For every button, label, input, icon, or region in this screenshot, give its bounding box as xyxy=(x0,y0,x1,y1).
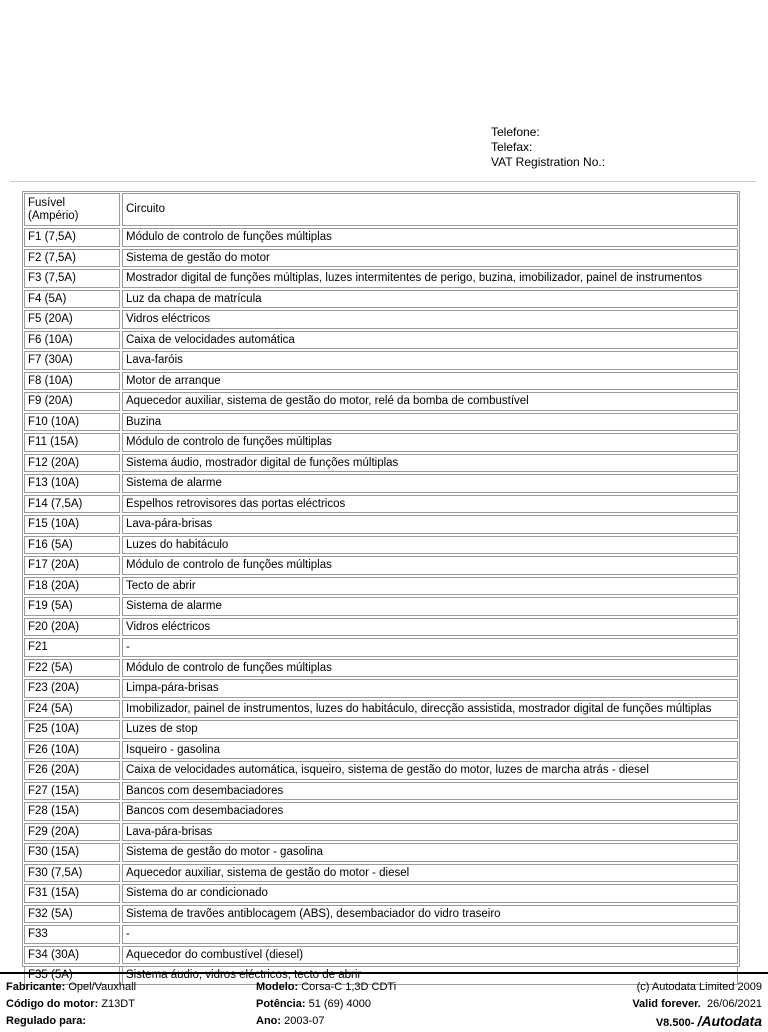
circuit-cell: Buzina xyxy=(122,413,738,432)
table-row xyxy=(24,433,738,452)
version-text: V8.500- xyxy=(655,1017,695,1029)
table-row xyxy=(24,351,738,370)
fuse-cell: F9 (20A) xyxy=(24,392,120,411)
fuse-cell: F5 (20A) xyxy=(24,310,120,329)
fuse-cell: F23 (20A) xyxy=(24,679,120,698)
fuse-cell: F8 (10A) xyxy=(24,372,120,391)
table-row xyxy=(24,290,738,309)
header-circuit: Circuito xyxy=(122,193,738,226)
circuit-cell: Aquecedor do combustível (diesel) xyxy=(122,946,738,965)
circuit-cell: Vidros eléctricos xyxy=(122,310,738,329)
fuse-cell: F33 xyxy=(24,925,120,944)
fuse-cell: F7 (30A) xyxy=(24,351,120,370)
table-row xyxy=(24,515,738,534)
fuse-cell: F25 (10A) xyxy=(24,720,120,739)
footer-model-info xyxy=(256,979,396,1030)
table-row xyxy=(24,843,738,862)
table-row xyxy=(24,474,738,493)
circuit-cell: Sistema do ar condicionado xyxy=(122,884,738,903)
circuit-cell: Lava-pára-brisas xyxy=(122,823,738,842)
fuse-cell: F11 (15A) xyxy=(24,433,120,452)
circuit-cell: - xyxy=(122,925,738,944)
fuse-cell: F29 (20A) xyxy=(24,823,120,842)
fuse-cell: F27 (15A) xyxy=(24,782,120,801)
regulated-label: Regulado para: xyxy=(6,1015,87,1027)
table-row xyxy=(24,864,738,883)
header-fuse: Fusível (Ampério) xyxy=(24,193,120,226)
fuse-cell: F30 (15A) xyxy=(24,843,120,862)
fuse-cell: F22 (5A) xyxy=(24,659,120,678)
table-row xyxy=(24,741,738,760)
footer xyxy=(0,972,768,1029)
table-row xyxy=(24,782,738,801)
table-row xyxy=(24,495,738,514)
fuse-cell: F1 (7,5A) xyxy=(24,228,120,247)
vat-label: VAT Registration No.: xyxy=(491,155,606,169)
year-value: 2003-07 xyxy=(284,1015,325,1027)
copyright-text: (c) Autodata Limited 2009 xyxy=(636,981,762,993)
power-label: Potência: xyxy=(256,998,306,1010)
circuit-cell: Aquecedor auxiliar, sistema de gestão do motor, relé da bomba de combustível xyxy=(122,392,738,411)
fuse-cell: F26 (10A) xyxy=(24,741,120,760)
circuit-cell: Imobilizador, painel de instrumentos, luzes do habitáculo, direcção assistida, mostrador digital de funções múltiplas xyxy=(122,700,738,719)
fuse-cell: F28 (15A) xyxy=(24,802,120,821)
fuse-cell: F6 (10A) xyxy=(24,331,120,350)
year-label: Ano: xyxy=(256,1015,282,1027)
circuit-cell: - xyxy=(122,638,738,657)
fuse-cell: F15 (10A) xyxy=(24,515,120,534)
table-row xyxy=(24,905,738,924)
table-row xyxy=(24,556,738,575)
table-row xyxy=(24,372,738,391)
circuit-cell: Sistema de alarme xyxy=(122,597,738,616)
fuse-cell: F18 (20A) xyxy=(24,577,120,596)
manufacturer-value: Opel/Vauxhall xyxy=(68,981,137,993)
circuit-cell: Módulo de controlo de funções múltiplas xyxy=(122,659,738,678)
table-row xyxy=(24,802,738,821)
autodata-logo: /Autodata xyxy=(697,1013,762,1029)
fax-label: Telefax: xyxy=(491,140,533,154)
table-row xyxy=(24,249,738,268)
table-row xyxy=(24,597,738,616)
circuit-cell: Lava-pára-brisas xyxy=(122,515,738,534)
table-row xyxy=(24,823,738,842)
engine-code-label: Código do motor: xyxy=(6,998,99,1010)
table-row xyxy=(24,577,738,596)
table-row xyxy=(24,454,738,473)
contact-block xyxy=(491,125,605,170)
circuit-cell: Espelhos retrovisores das portas eléctricos xyxy=(122,495,738,514)
table-row xyxy=(24,269,738,288)
footer-copyright xyxy=(560,979,762,1032)
fuse-cell: F3 (7,5A) xyxy=(24,269,120,288)
model-label: Modelo: xyxy=(256,981,299,993)
circuit-cell: Luzes do habitáculo xyxy=(122,536,738,555)
circuit-cell: Motor de arranque xyxy=(122,372,738,391)
date-value: 26/06/2021 xyxy=(706,998,762,1010)
fuse-table xyxy=(22,191,740,981)
circuit-cell: Bancos com desembaciadores xyxy=(122,802,738,821)
fuse-cell: F34 (30A) xyxy=(24,946,120,965)
table-row xyxy=(24,228,738,247)
fuse-cell: F17 (20A) xyxy=(24,556,120,575)
header-divider xyxy=(10,181,756,182)
fuse-cell: F14 (7,5A) xyxy=(24,495,120,514)
table-row xyxy=(24,310,738,329)
model-value: Corsa-C 1,3D CDTi xyxy=(301,981,397,993)
table-row xyxy=(24,392,738,411)
circuit-cell: Tecto de abrir xyxy=(122,577,738,596)
fuse-cell: F21 xyxy=(24,638,120,657)
engine-code-value: Z13DT xyxy=(101,998,135,1010)
circuit-cell: Vidros eléctricos xyxy=(122,618,738,637)
manufacturer-label: Fabricante: xyxy=(6,981,66,993)
table-row xyxy=(24,720,738,739)
circuit-cell: Sistema áudio, vidros eléctricos, tecto de abrir xyxy=(122,966,738,985)
table-row xyxy=(24,761,738,780)
table-row xyxy=(24,638,738,657)
circuit-cell: Sistema áudio, mostrador digital de funções múltiplas xyxy=(122,454,738,473)
phone-label: Telefone: xyxy=(491,125,540,139)
circuit-cell: Sistema de travões antiblocagem (ABS), desembaciador do vidro traseiro xyxy=(122,905,738,924)
power-value: 51 (69) 4000 xyxy=(308,998,371,1010)
valid-label: Valid forever. xyxy=(632,998,701,1010)
fuse-cell: F4 (5A) xyxy=(24,290,120,309)
circuit-cell: Módulo de controlo de funções múltiplas xyxy=(122,228,738,247)
table-header-row xyxy=(24,193,738,226)
circuit-cell: Caixa de velocidades automática, isqueiro, sistema de gestão do motor, luzes de marcha atrás - diesel xyxy=(122,761,738,780)
table-row xyxy=(24,331,738,350)
circuit-cell: Bancos com desembaciadores xyxy=(122,782,738,801)
circuit-cell: Isqueiro - gasolina xyxy=(122,741,738,760)
table-row xyxy=(24,618,738,637)
table-row xyxy=(24,925,738,944)
circuit-cell: Luzes de stop xyxy=(122,720,738,739)
circuit-cell: Luz da chapa de matrícula xyxy=(122,290,738,309)
circuit-cell: Módulo de controlo de funções múltiplas xyxy=(122,433,738,452)
fuse-cell: F2 (7,5A) xyxy=(24,249,120,268)
table-row xyxy=(24,884,738,903)
fuse-cell: F19 (5A) xyxy=(24,597,120,616)
fuse-cell: F20 (20A) xyxy=(24,618,120,637)
fuse-cell: F12 (20A) xyxy=(24,454,120,473)
footer-vehicle-info xyxy=(6,979,136,1030)
circuit-cell: Aquecedor auxiliar, sistema de gestão do motor - diesel xyxy=(122,864,738,883)
fuse-cell: F32 (5A) xyxy=(24,905,120,924)
circuit-cell: Sistema de alarme xyxy=(122,474,738,493)
table-row xyxy=(24,946,738,965)
table-row xyxy=(24,413,738,432)
table-row xyxy=(24,679,738,698)
fuse-cell: F26 (20A) xyxy=(24,761,120,780)
fuse-cell: F31 (15A) xyxy=(24,884,120,903)
circuit-cell: Lava-faróis xyxy=(122,351,738,370)
fuse-cell: F24 (5A) xyxy=(24,700,120,719)
fuse-cell: F13 (10A) xyxy=(24,474,120,493)
table-row xyxy=(24,700,738,719)
fuse-cell: F30 (7,5A) xyxy=(24,864,120,883)
table-row xyxy=(24,536,738,555)
circuit-cell: Limpa-pára-brisas xyxy=(122,679,738,698)
fuse-cell: F10 (10A) xyxy=(24,413,120,432)
circuit-cell: Mostrador digital de funções múltiplas, luzes intermitentes de perigo, buzina, imobilizador, painel de instrumentos xyxy=(122,269,738,288)
circuit-cell: Caixa de velocidades automática xyxy=(122,331,738,350)
table-row xyxy=(24,659,738,678)
fuse-cell: F16 (5A) xyxy=(24,536,120,555)
circuit-cell: Módulo de controlo de funções múltiplas xyxy=(122,556,738,575)
circuit-cell: Sistema de gestão do motor - gasolina xyxy=(122,843,738,862)
fuse-cell: F35 (5A) xyxy=(24,966,120,985)
circuit-cell: Sistema de gestão do motor xyxy=(122,249,738,268)
